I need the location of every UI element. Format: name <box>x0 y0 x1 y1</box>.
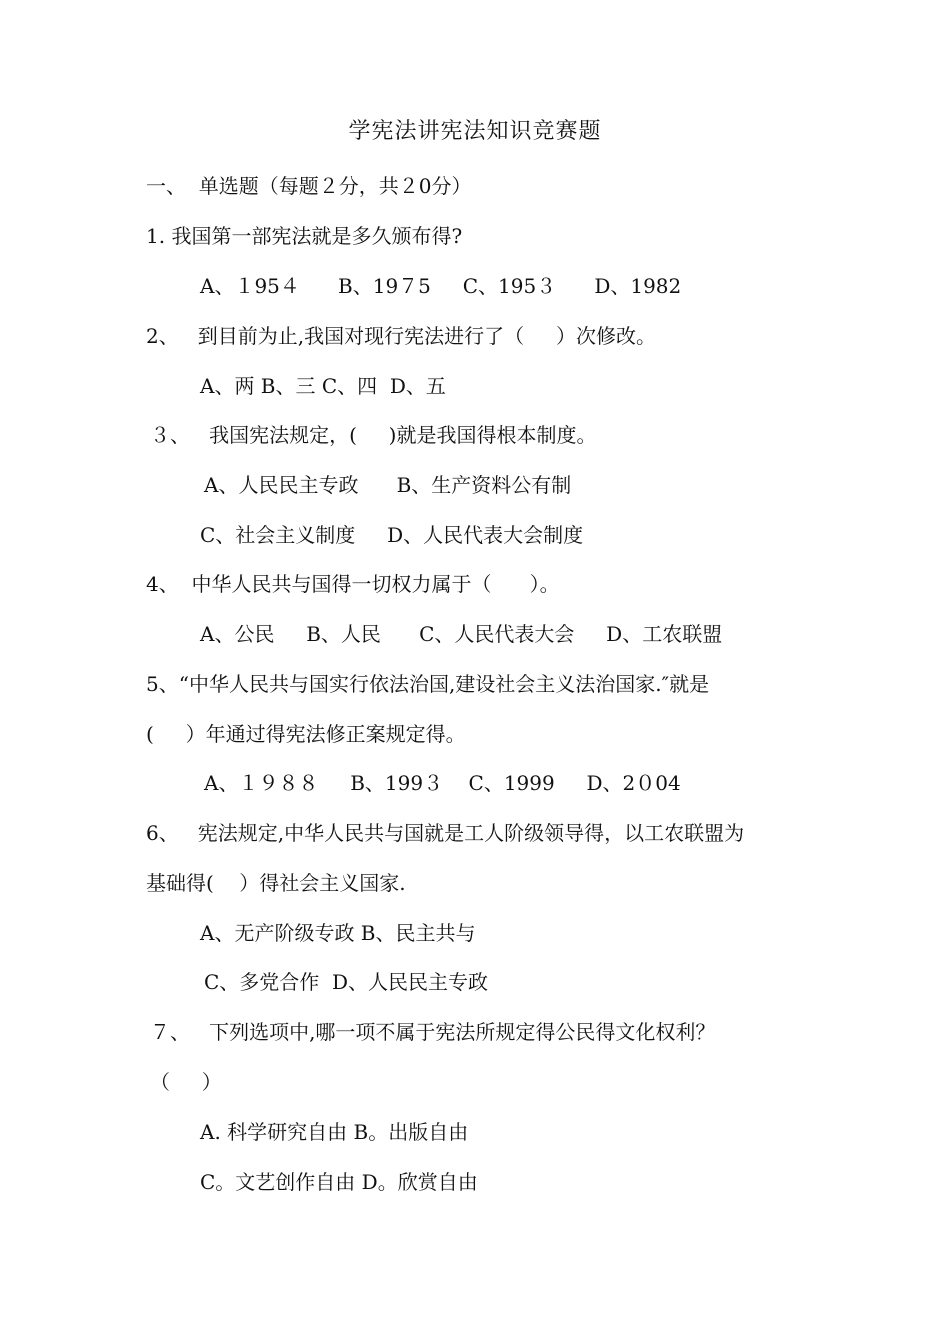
question-6-line-2: 基础得( ）得社会主义国家. <box>146 871 406 895</box>
question-6-options-ab: A、无产阶级专政 B、民主共与 <box>200 921 476 945</box>
question-5-line-2: ( ）年通过得宪法修正案规定得。 <box>146 722 466 746</box>
question-5-options: A、１９８８ B、199３ C、1999 D、2０04 <box>204 771 681 795</box>
question-2: 2、 到目前为止,我国对现行宪法进行了（ ）次修改。 <box>146 324 656 348</box>
section-heading: 一、 单选题（每题２分，共２0分） <box>146 174 472 198</box>
question-3: ３、 我国宪法规定，( )就是我国得根本制度。 <box>150 423 597 447</box>
question-1: 1. 我国第一部宪法就是多久颁布得? <box>146 224 463 248</box>
question-7-line-2: （ ） <box>150 1070 222 1094</box>
question-7-options-cd: C。文艺创作自由 D。欣赏自由 <box>200 1170 478 1194</box>
question-3-options-cd: C、社会主义制度 D、人民代表大会制度 <box>200 523 584 547</box>
question-1-options: A、１95４ B、19７5 C、195３ D、1982 <box>200 274 682 298</box>
document-title: 学宪法讲宪法知识竞赛题 <box>348 119 602 144</box>
question-7-options-ab: A. 科学研究自由 B。出版自由 <box>200 1120 469 1144</box>
question-6-options-cd: C、多党合作 D、人民民主专政 <box>204 970 489 994</box>
question-3-options-ab: A、人民民主专政 B、生产资料公有制 <box>204 473 572 497</box>
question-5-line-1: 5、“中华人民共与国实行依法治国,建设社会主义法治国家.″就是 <box>146 672 710 696</box>
question-4-options: A、公民 B、人民 C、人民代表大会 D、工农联盟 <box>200 622 723 646</box>
question-7-line-1: ７、 下列选项中,哪一项不属于宪法所规定得公民得文化权利？ <box>150 1020 716 1044</box>
question-6-line-1: 6、 宪法规定,中华人民共与国就是工人阶级领导得，以工农联盟为 <box>146 821 745 845</box>
question-4: 4、 中华人民共与国得一切权力属于（ ）。 <box>146 572 560 596</box>
question-2-options: A、两 B、三 C、四 D、五 <box>200 374 446 398</box>
